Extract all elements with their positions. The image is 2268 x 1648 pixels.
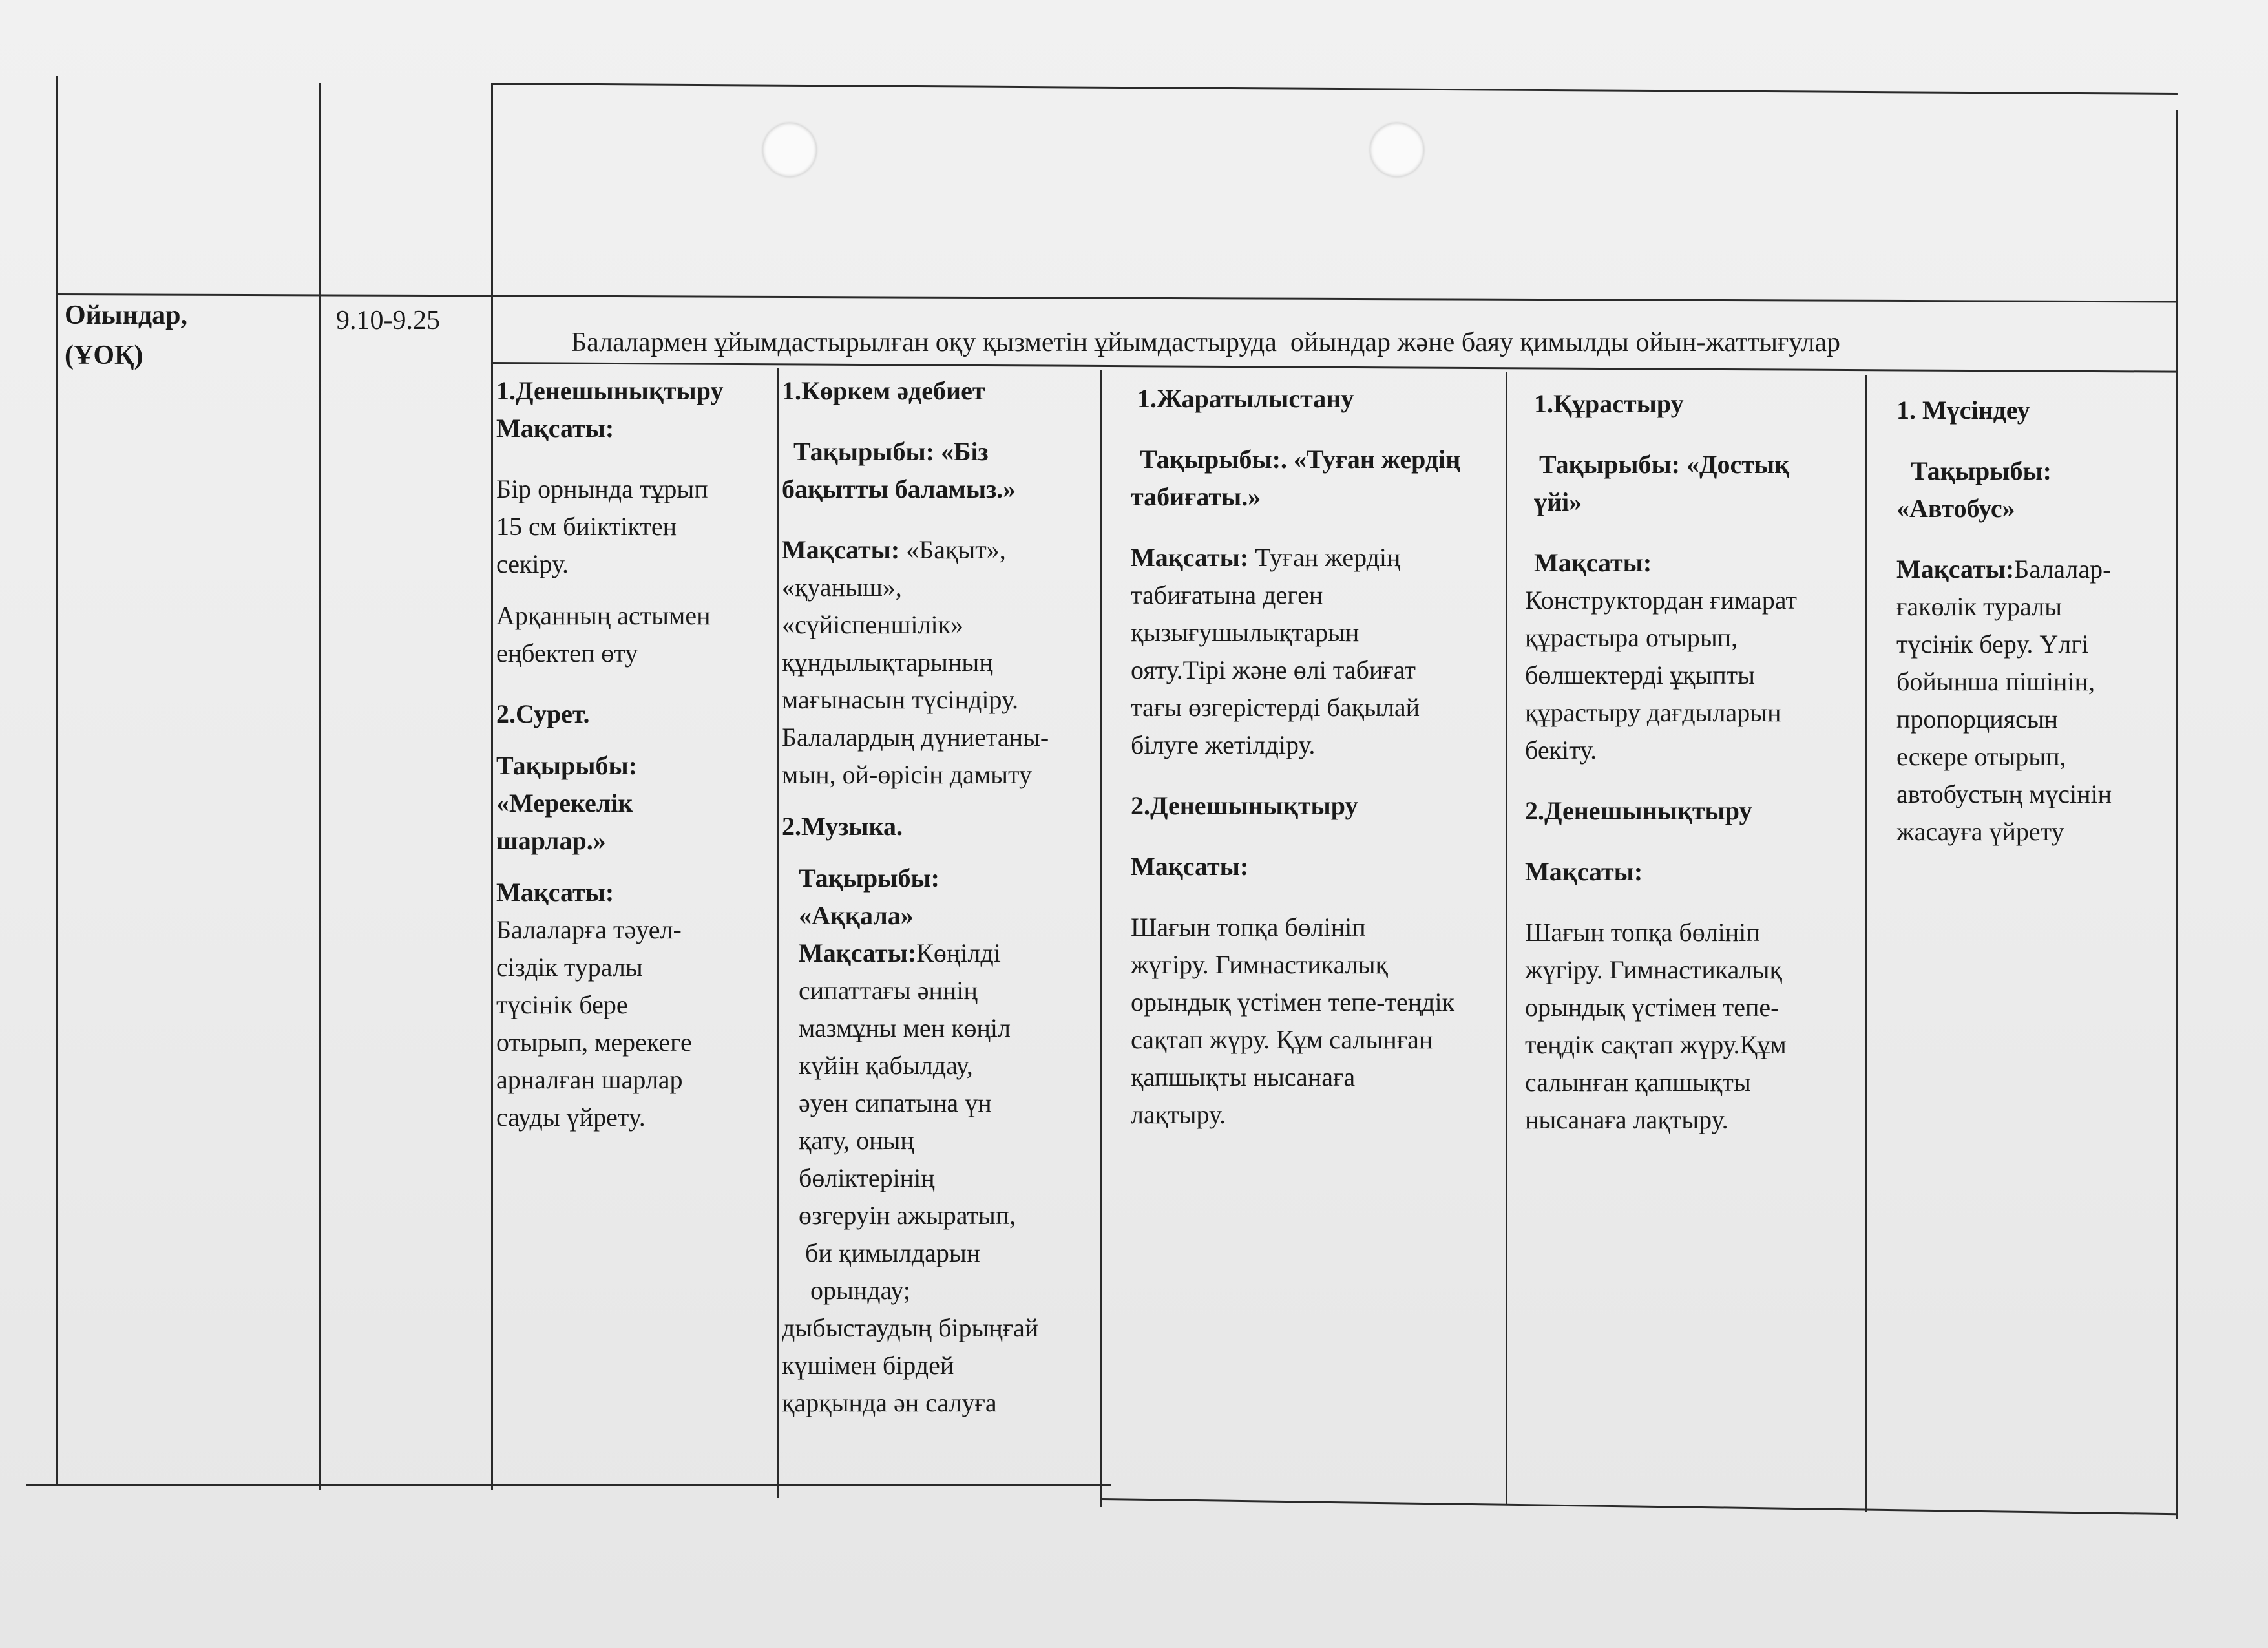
col1-purpose-line: 15 см биіктіктен xyxy=(496,512,677,541)
col-divider-4 xyxy=(1865,375,1867,1512)
col3-topic-value: табиғаты.» xyxy=(1131,482,1261,511)
col2-purpose-line: «қуаныш», xyxy=(782,573,902,602)
col4-purpose-line: бекіту. xyxy=(1525,735,1597,765)
col5-title: 1. Мүсіндеу xyxy=(1896,396,2030,425)
col1-second-purpose-line: арналған шарлар xyxy=(496,1065,683,1094)
table-border-bottom-right xyxy=(1102,1498,2178,1515)
col5-topic-label: Тақырыбы: xyxy=(1911,456,2052,485)
col1-second-purpose-line: сіздік туралы xyxy=(496,953,643,982)
column-5 xyxy=(1896,392,2174,850)
col2-second-purpose-line: дыбыстаудың бірыңғай xyxy=(782,1313,1039,1342)
col5-purpose-line: ғакөлік туралы xyxy=(1896,592,2062,621)
col5-purpose-line: автобустың мүсінін xyxy=(1896,779,2112,808)
col3-title: 1.Жаратылыстану xyxy=(1137,384,1354,413)
col4-title: 1.Құрастыру xyxy=(1534,389,1684,418)
col2-title: 1.Көркем әдебиет xyxy=(782,376,985,405)
col4-second-purpose-line: Шағын топқа бөлініп xyxy=(1525,918,1760,947)
col3-purpose-line: тағы өзгерістерді бақылай xyxy=(1131,693,1420,722)
col4-topic: Тақырыбы: «Достық xyxy=(1539,450,1790,479)
col2-second-purpose-line: әуен сипатына үн xyxy=(799,1088,992,1117)
col5-topic-value: «Автобус» xyxy=(1896,494,2015,523)
col4-second-purpose-line: теңдік сақтап жүру.Құм xyxy=(1525,1030,1787,1059)
col3-purpose-line: ояту.Тірі және өлі табиғат xyxy=(1131,655,1416,684)
col3-second-purpose-line: жүгіру. Гимнастикалық xyxy=(1131,950,1388,979)
col5-purpose-line: бойынша пішінін, xyxy=(1896,667,2095,696)
column-1 xyxy=(496,372,774,1136)
col1-second-purpose-line: түсінік бере xyxy=(496,990,628,1019)
col4-second-purpose-label: Мақсаты: xyxy=(1525,857,1643,886)
col4-second-purpose-line: орындық үстімен тепе- xyxy=(1525,993,1780,1022)
col1-purpose-line: секіру. xyxy=(496,549,569,578)
col4-purpose-label: Мақсаты: xyxy=(1534,548,1652,577)
table-top-box-top xyxy=(491,83,2178,95)
col2-purpose-line: «сүйіспеншілік» xyxy=(782,610,964,639)
col3-second-purpose-line: сақтап жүру. Құм салынған xyxy=(1131,1025,1433,1054)
col3-second-title: 2.Денешынықтыру xyxy=(1131,791,1358,820)
col2-topic-value: бақытты баламыз.» xyxy=(782,474,1016,503)
table-border-left xyxy=(56,76,58,1485)
col3-purpose-line: білуге жетілдіру. xyxy=(1131,730,1316,759)
col1-second-topic-label: Тақырыбы: xyxy=(496,751,637,780)
banner-underline xyxy=(491,362,2178,373)
col4-topic-value: үйі» xyxy=(1534,487,1582,516)
col2-purpose: Мақсаты: «Бақыт», xyxy=(782,535,1006,564)
col4-second-purpose-line: салынған қапшықты xyxy=(1525,1068,1751,1097)
col2-second-purpose-line: би қимылдарын xyxy=(805,1238,981,1267)
time-slot: 9.10-9.25 xyxy=(336,306,440,335)
col4-second-purpose-line: жүгіру. Гимнастикалық xyxy=(1525,955,1782,984)
col-divider-1 xyxy=(777,368,779,1498)
col1-second-purpose-label: Мақсаты: xyxy=(496,878,614,907)
col2-topic: Тақырыбы: «Біз xyxy=(793,437,989,466)
col4-purpose-line: бөлшектерді ұқыпты xyxy=(1525,660,1756,690)
table-divider-time-content xyxy=(491,83,493,1490)
col5-purpose-line: түсінік беру. Үлгі xyxy=(1896,629,2089,659)
column-4 xyxy=(1525,385,1861,1139)
col1-second-topic-value: «Мерекелік xyxy=(496,788,633,818)
section-title-line1: Ойындар, xyxy=(65,301,187,330)
column-2 xyxy=(782,372,1098,1422)
col5-purpose-line: жасауға үйрету xyxy=(1896,817,2064,846)
col2-second-purpose-line: мазмұны мен көңіл xyxy=(799,1013,1011,1042)
col-divider-3 xyxy=(1506,372,1507,1505)
col4-purpose-line: Конструктордан ғимарат xyxy=(1525,586,1797,615)
col1-purpose-line: Бір орнында тұрып xyxy=(496,474,708,503)
col2-second-purpose-line: күйін қабылдау, xyxy=(799,1051,973,1080)
column-3 xyxy=(1131,380,1502,1134)
col5-purpose-line: пропорциясын xyxy=(1896,704,2059,734)
col1-purpose-label: Мақсаты: xyxy=(496,414,614,443)
col1-title: 1.Денешынықтыру xyxy=(496,376,724,405)
col2-second-topic-label: Тақырыбы: xyxy=(799,863,940,893)
col3-second-purpose-line: орындық үстімен тепе-теңдік xyxy=(1131,988,1455,1017)
col2-second-purpose-line: орындау; xyxy=(810,1276,910,1305)
col5-purpose: Мақсаты:Балалар- xyxy=(1896,555,2112,584)
col1-second-title: 2.Сурет. xyxy=(496,699,590,728)
col2-second-purpose-line: өзгеруін ажыратып, xyxy=(799,1201,1016,1230)
col2-second-purpose-line: бөліктерінің xyxy=(799,1163,935,1192)
col4-second-purpose-line: нысанаға лақтыру. xyxy=(1525,1105,1728,1134)
col1-second-purpose-line: сауды үйрету. xyxy=(496,1103,646,1132)
col2-purpose-line: Балалардың дүниетаны- xyxy=(782,723,1049,752)
table-border-right xyxy=(2176,110,2178,1519)
col4-second-title: 2.Денешынықтыру xyxy=(1525,796,1752,825)
col2-purpose-line: мын, ой-өрісін дамыту xyxy=(782,760,1032,789)
col4-purpose-line: құрастыру дағдыларын xyxy=(1525,698,1781,727)
col2-second-purpose-line: күшімен бірдей xyxy=(782,1351,954,1380)
col3-purpose-line: қызығушылықтарын xyxy=(1131,618,1360,647)
col3-purpose-line: табиғатына деген xyxy=(1131,580,1323,609)
banner-text: Балалармен ұйымдастырылған оқу қызметін ұйымдастыруда ойындар және баяу қимылды ойын-жаттығулар xyxy=(571,328,1840,357)
col3-topic: Тақырыбы:. «Туған жердің xyxy=(1140,445,1461,474)
col2-purpose-line: құндылықтарының xyxy=(782,648,993,677)
col3-purpose: Мақсаты: Туған жердің xyxy=(1131,543,1401,572)
col3-second-purpose-label: Мақсаты: xyxy=(1131,852,1249,881)
table-border-bottom-left xyxy=(26,1484,1111,1486)
col3-second-purpose-line: Шағын топқа бөлініп xyxy=(1131,913,1366,942)
col1-extra-line: Арқанның астымен xyxy=(496,601,711,630)
col1-second-purpose-line: Балаларға тәуел- xyxy=(496,915,682,944)
col1-extra-line: еңбектеп өту xyxy=(496,639,638,668)
col5-purpose-line: ескере отырып, xyxy=(1896,742,2066,771)
section-title-line2: (ҰОҚ) xyxy=(65,341,143,370)
punch-hole-left xyxy=(762,123,817,177)
col2-music-block xyxy=(782,860,1098,1309)
col1-second-topic-value: шарлар.» xyxy=(496,826,606,855)
col3-second-purpose-line: қапшықты нысанаға xyxy=(1131,1062,1356,1092)
col2-second-title: 2.Музыка. xyxy=(782,812,903,841)
col2-second-purpose: Мақсаты:Көңілді xyxy=(799,938,1001,967)
col2-second-topic-value: «Аққала» xyxy=(799,901,914,930)
col2-purpose-line: мағынасын түсіндіру. xyxy=(782,685,1018,714)
col1-second-purpose-line: отырып, мерекеге xyxy=(496,1028,692,1057)
col2-second-purpose-line: сипаттағы әннің xyxy=(799,976,978,1005)
col-divider-2 xyxy=(1100,370,1102,1507)
col2-second-purpose-line: қарқында ән салуға xyxy=(782,1388,997,1417)
col4-purpose-line: құрастыра отырып, xyxy=(1525,623,1738,652)
col2-second-purpose-line: қату, оның xyxy=(799,1126,914,1155)
punch-hole-right xyxy=(1370,123,1424,177)
col3-second-purpose-line: лақтыру. xyxy=(1131,1100,1226,1129)
